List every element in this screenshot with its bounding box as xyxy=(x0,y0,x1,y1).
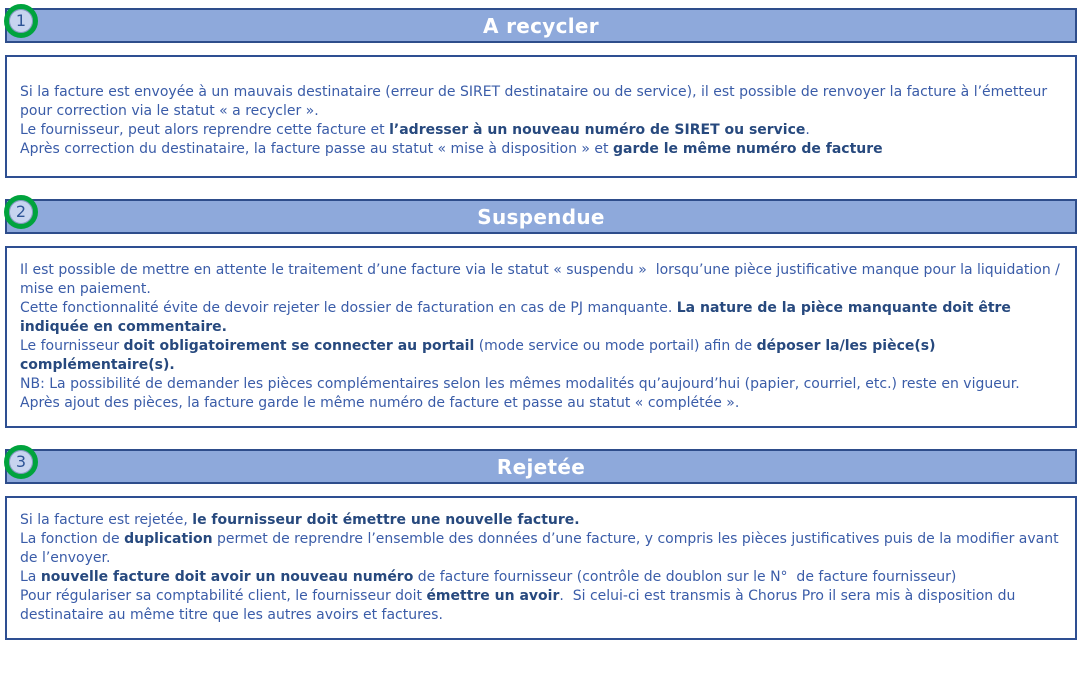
paragraph xyxy=(20,299,1063,337)
text-segment: Pour régulariser sa comptabilité client, le fournisseur doit xyxy=(20,588,427,604)
paragraph xyxy=(20,337,1063,375)
section-header-bar xyxy=(5,199,1077,234)
paragraph xyxy=(20,121,1063,140)
bold-text-segment: nouvelle facture doit avoir un nouveau numéro xyxy=(40,569,414,585)
bold-text-segment: l’adresser à un nouveau numéro de SIRET ou service xyxy=(389,122,806,138)
text-segment: La fonction de xyxy=(20,531,125,547)
bold-text-segment: émettre un avoir xyxy=(426,588,560,604)
section-title: Suspendue xyxy=(477,204,605,229)
section-number: 3 xyxy=(15,452,27,471)
text-segment: La xyxy=(20,569,41,585)
section-number: 2 xyxy=(15,202,27,221)
bold-text-segment: garde le même numéro de facture xyxy=(612,141,883,157)
section-title: A recycler xyxy=(483,13,599,38)
paragraph xyxy=(20,140,1063,159)
paragraph xyxy=(20,83,1063,121)
text-segment: permet de reprendre l’ensemble des données d’une facture, y compris les pièces justificatives puis de la modifier avant de l’envoyer. xyxy=(20,531,1064,566)
section-number: 1 xyxy=(15,11,27,30)
section-number-badge xyxy=(4,4,38,38)
section-number-badge xyxy=(4,445,38,479)
bold-text-segment: le fournisseur doit émettre une nouvelle facture. xyxy=(192,512,580,528)
paragraph xyxy=(20,511,1063,530)
bold-text-segment: duplication xyxy=(124,531,213,547)
section-number-badge xyxy=(4,195,38,229)
bold-text-segment: doit obligatoirement se connecter au portail xyxy=(123,338,475,354)
text-segment: de facture fournisseur (contrôle de doublon sur le N° de facture fournisseur) xyxy=(413,569,957,585)
text-segment: (mode service ou mode portail) afin de xyxy=(474,338,757,354)
paragraph xyxy=(20,568,1063,587)
section-header-bar xyxy=(5,449,1077,484)
status-section-2 xyxy=(5,199,1077,428)
section-body-box xyxy=(5,496,1077,640)
text-segment: Après correction du destinataire, la facture passe au statut « mise à disposition » et xyxy=(20,141,613,157)
section-body-box xyxy=(5,55,1077,178)
paragraph xyxy=(20,375,1063,394)
status-section-1 xyxy=(5,8,1077,178)
text-segment: Le fournisseur, peut alors reprendre cette facture et xyxy=(20,122,390,138)
status-section-3 xyxy=(5,449,1077,640)
paragraph xyxy=(20,261,1063,299)
text-segment: NB: La possibilité de demander les pièces complémentaires selon les mêmes modalités qu’aujourd’hui (papier, courriel, etc.) reste en vigueur. xyxy=(20,376,1020,392)
text-segment: Il est possible de mettre en attente le traitement d’une facture via le statut « suspendu » lorsqu’une pièce justificative manque pour la liquidation / mise en paiement. xyxy=(20,262,1065,297)
text-segment: Si la facture est rejetée, xyxy=(20,512,193,528)
text-segment: . Si celui-ci est transmis à Chorus Pro il sera mis à disposition du destinataire au même titre que les autres avoirs et factures. xyxy=(20,588,1020,623)
text-segment: . xyxy=(805,122,810,138)
paragraph xyxy=(20,394,1063,413)
paragraph xyxy=(20,530,1063,568)
paragraph xyxy=(20,587,1063,625)
text-segment: Le fournisseur xyxy=(20,338,124,354)
text-segment: Cette fonctionnalité évite de devoir rejeter le dossier de facturation en cas de PJ manquante. xyxy=(20,300,677,316)
section-header-bar xyxy=(5,8,1077,43)
section-title: Rejetée xyxy=(496,454,586,479)
bold-text-segment: déposer la/les pièce(s) complémentaire(s). xyxy=(20,338,941,373)
text-segment: Si la facture est envoyée à un mauvais destinataire (erreur de SIRET destinataire ou de service), il est possible de renvoyer la facture à l’émetteur pour correction via le statut « a recycler ». xyxy=(20,84,1052,119)
section-body-box xyxy=(5,246,1077,428)
bold-text-segment: La nature de la pièce manquante doit être indiquée en commentaire. xyxy=(20,300,1016,335)
text-segment: Après ajout des pièces, la facture garde le même numéro de facture et passe au statut « complétée ». xyxy=(20,395,740,411)
